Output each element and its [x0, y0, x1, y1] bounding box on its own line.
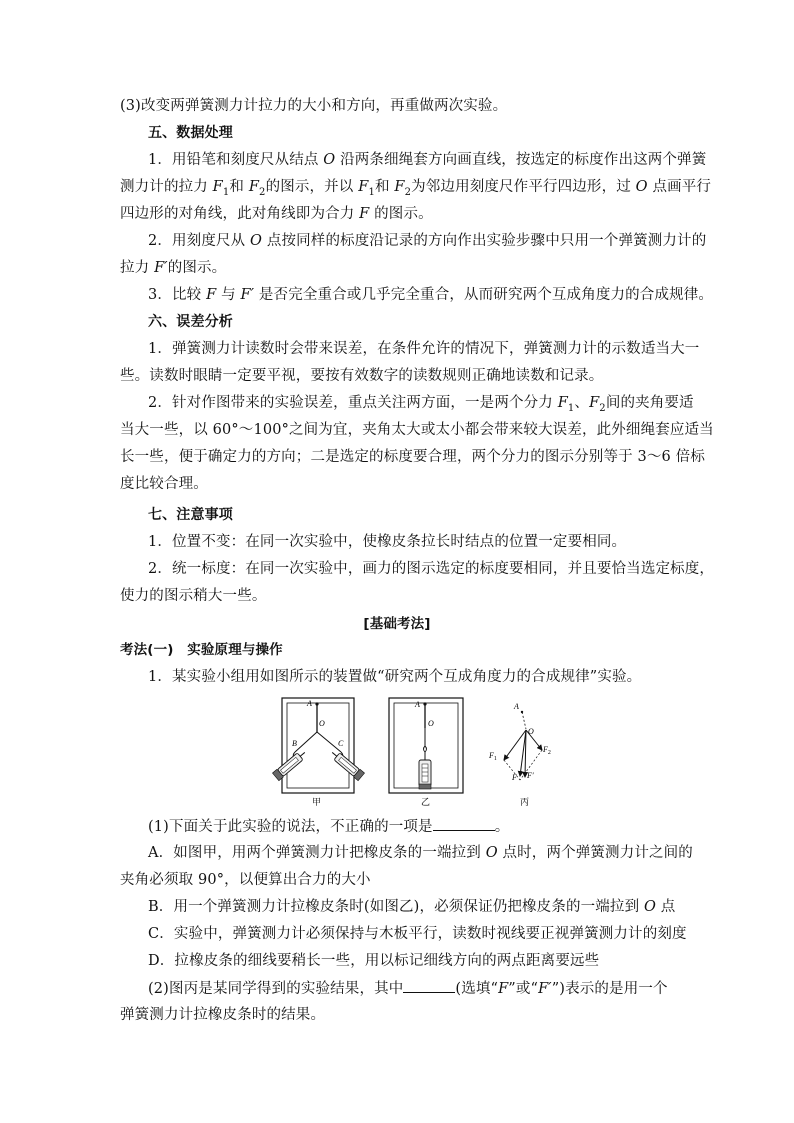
- note-item-2-line-2: 使力的图示稍大一些。: [120, 588, 267, 604]
- figure-jia-drawing: [255, 694, 379, 810]
- data-item-1-line-1: 1．用铅笔和刻度尺从结点 O 沿两条细绳套方向画直线，按选定的标度作出这两个弹簧: [148, 152, 707, 168]
- caption-yi: 乙: [421, 797, 431, 807]
- label-F: F: [512, 773, 517, 782]
- answer-blank-1[interactable]: [433, 816, 495, 831]
- figure-jia: [255, 694, 379, 810]
- option-B: B．用一个弹簧测力计拉橡皮条时(如图乙)，必须保证仍把橡皮条的一端拉到 O 点: [148, 899, 676, 915]
- option-D: D．拉橡皮条的细线要稍长一些，用以标记细线方向的两点距离要远些: [148, 953, 600, 969]
- label-F2: $F_2$: [543, 745, 551, 756]
- question-1-stem: 1．某实验小组用如图所示的装置做“研究两个互成角度力的合成规律”实验。: [148, 669, 642, 685]
- label-A: A: [514, 702, 519, 711]
- note-item-1: 1．位置不变：在同一次实验中，使橡皮条拉长时结点的位置一定要相同。: [148, 534, 627, 550]
- label-O: O: [428, 719, 434, 728]
- question-1-part-2-line-2: 弹簧测力计拉橡皮条时的结果。: [120, 1007, 326, 1023]
- label-C: C: [338, 739, 344, 748]
- section-heading-error-analysis: 六、误差分析: [148, 314, 233, 330]
- data-item-3: 3．比较 F 与 F′ 是否完全重合或几乎完全重合，从而研究两个互成角度力的合成规律。: [148, 287, 714, 303]
- label-O: O: [528, 727, 534, 736]
- section-heading-data-processing: 五、数据处理: [148, 125, 233, 141]
- data-item-2-line-1: 2．用刻度尺从 O 点按同样的标度沿记录的方向作出实验步骤中只用一个弹簧测力计的: [148, 233, 707, 249]
- question-1-part-2-line-1: (2)图丙是某同学得到的实验结果，其中 (选填“F”或“F′”)表示的是用一个: [148, 978, 708, 999]
- question-1-part-1: (1)下面关于此实验的说法，不正确的一项是 。: [148, 816, 708, 837]
- data-item-2-line-2: 拉力 F′的图示。: [120, 260, 227, 276]
- error-item-2-line-4: 度比较合理。: [120, 476, 208, 492]
- label-B: B: [292, 739, 297, 748]
- label-F-prime: F′: [527, 771, 534, 780]
- answer-blank-2[interactable]: [403, 978, 455, 993]
- error-item-2-line-2: 当大一些，以 60°～100°之间为宜，夹角太大或太小都会带来较大误差，此外细绳套应适当: [120, 422, 714, 438]
- label-A: A: [307, 699, 312, 708]
- option-A-line-1: A．如图甲，用两个弹簧测力计把橡皮条的一端拉到 O 点时，两个弹簧测力计之间的: [148, 845, 693, 861]
- figure-yi: [383, 694, 475, 810]
- caption-jia: 甲: [312, 797, 322, 807]
- option-A-line-2: 夹角必须取 90°，以便算出合力的大小: [120, 872, 371, 888]
- data-item-1-line-2: 测力计的拉力 $F_1$和 $F_2$的图示，并以 $F_1$和 $F_2$为邻边用刻度尺作平行四边形，过 O 点画平行: [120, 179, 712, 198]
- section-heading-notes: 七、注意事项: [148, 507, 233, 523]
- label-F1: $F_1$: [489, 751, 497, 762]
- error-item-2-line-1: 2．针对作图带来的实验误差，重点关注两方面，一是两个分力 $F_1$、$F_2$间的夹角要适: [148, 395, 694, 414]
- figure-bing: [482, 694, 572, 810]
- error-item-1-line-1: 1．弹簧测力计读数时会带来误差，在条件允许的情况下，弹簧测力计的示数适当大一: [148, 341, 700, 357]
- error-item-2-line-3: 长一些，便于确定力的方向；二是选定的标度要合理，两个分力的图示分别等于 3～6 倍标: [120, 449, 705, 465]
- caption-bing: 丙: [520, 797, 530, 807]
- figure-yi-drawing: [383, 694, 475, 810]
- label-A: A: [415, 700, 420, 709]
- error-item-1-line-2: 些。读数时眼睛一定要平视，要按有效数字的读数规则正确地读数和记录。: [120, 368, 604, 384]
- step-3-text: (3)改变两弹簧测力计拉力的大小和方向，再重做两次实验。: [120, 98, 508, 114]
- label-O: O: [319, 719, 325, 728]
- data-item-1-line-3: 四边形的对角线，此对角线即为合力 F 的图示。: [120, 206, 433, 222]
- note-item-2-line-1: 2．统一标度：在同一次实验中，画力的图示选定的标度要相同，并且要恰当选定标度，: [148, 561, 715, 577]
- option-C: C．实验中，弹簧测力计必须保持与木板平行，读数时视线要正视弹簧测力计的刻度: [148, 926, 687, 942]
- figure-bing-drawing: [482, 694, 572, 810]
- method-1-heading: 考法(一) 实验原理与操作: [120, 642, 283, 658]
- basic-methods-title: [基础考法]: [363, 616, 431, 632]
